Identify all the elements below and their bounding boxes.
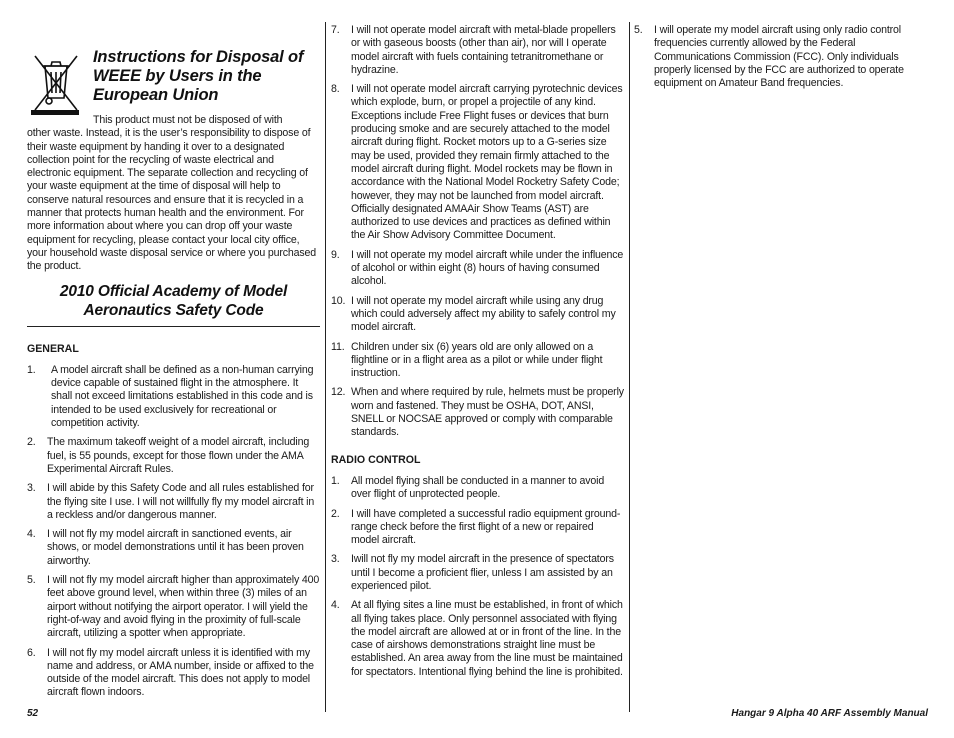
list-item-number: 5. bbox=[634, 24, 643, 36]
list-item-number: 12. bbox=[331, 386, 346, 399]
general-heading: GENERAL bbox=[27, 342, 79, 355]
list-item-text: I will not fly my model aircraft unless it is identified with my name and address, or AMA number, inside or affixed to the outside of the model aircraft. This does not apply to model aircraft flown indoors. bbox=[47, 646, 314, 699]
list-item-number: 7. bbox=[331, 24, 340, 36]
radio-control-rules-list-continued bbox=[634, 24, 924, 90]
list-item bbox=[331, 295, 624, 335]
list-item-text: I will operate my model aircraft using only radio control frequencies currently allowed by the Federal Communications Commission (FCC). Only individuals properly licensed by the FCC are authorized to operate equipment on Amateur Band frequencies. bbox=[654, 24, 904, 90]
safety-code-title: 2010 Official Academy of Model Aeronautics Safety Code bbox=[59, 282, 288, 319]
list-item bbox=[27, 364, 320, 430]
list-item-text: Children under six (6) years old are only allowed on a flightline or in a flight area as a pilot or while under flight instruction. bbox=[351, 340, 603, 380]
list-item-text: Iwill not fly my model aircraft in the presence of spectators until I become a proficient flier, unless I am assisted by an experienced pilot. bbox=[351, 553, 614, 592]
column-divider-2 bbox=[629, 22, 630, 712]
list-item bbox=[331, 386, 624, 439]
list-item-number: 11. bbox=[331, 340, 345, 353]
list-item-text: I will not operate model aircraft with metal-blade propellers or with gaseous boosts (other than air), nor will I operate model aircraft with fuels containing tetranitromethane or hydrazine. bbox=[351, 24, 616, 76]
list-item bbox=[331, 599, 624, 679]
radio-control-heading: RADIO CONTROL bbox=[331, 453, 421, 466]
list-item-text: I will not operate model aircraft carrying pyrotechnic devices which explode, burn, or propel a projectile of any kind. Exceptions include Free Flight fuses or devices that burn producing smoke and are securely attached to the model aircraft during flight. Rocket motors up to a G-series size may be used, provided they remain firmly attached to the model aircraft during flight. Model rockets may be flown in accordance with the National Model Rocketry Safety Code; however, they may not be launched from model aircraft. Officially designated AMAAir Show Teams (AST) are authorized to use devices and practices as defined within the Air Show Advisory Committee Document. bbox=[351, 83, 623, 242]
list-item-text: I will not fly my model aircraft higher than approximately 400 feet above ground level, when within three (3) miles of an airport without notifying the airport operator. I will yield the right-of-way and avoid flying in the proximity of full-scale aircraft, utilizing a spotter when appropriate. bbox=[47, 574, 320, 640]
list-item-text: All model flying shall be conducted in a manner to avoid over flight of unprotected people. bbox=[351, 474, 605, 501]
list-item-text: I will not operate my model aircraft while using any drug which could adversely affect my ability to safely control my model aircraft. bbox=[351, 294, 616, 334]
list-item-text: I will abide by this Safety Code and all rules established for the flying site I use. I will not willfully fly my model aircraft in a reckless and/or dangerous manner. bbox=[47, 482, 315, 521]
list-item bbox=[27, 436, 320, 476]
list-item-number: 10. bbox=[331, 294, 346, 307]
list-item bbox=[27, 482, 320, 522]
column-middle bbox=[331, 24, 624, 685]
list-item-text: A model aircraft shall be defined as a non-human carrying device capable of sustained flight in the atmosphere. It shall not exceed limitations established in this code and is intended to be used exclusively for recreational or competition activity. bbox=[51, 363, 314, 430]
list-item-text: When and where required by rule, helmets must be properly worn and fastened. They must be OSHA, DOT, ANSI, SNELL or NOCSAE approved or comply with comparable standards. bbox=[351, 386, 624, 439]
list-item bbox=[27, 574, 320, 640]
list-item-text: At all flying sites a line must be established, in front of which all flying takes place. Only personnel associated with flying the model aircraft are allowed at or in front of the line. In the case of airshows demonstrations straight line must be established. An area away from the line must be maintained for spectators. Intentional flying behind the line is prohibited. bbox=[351, 599, 623, 678]
title-divider bbox=[27, 326, 320, 327]
column-left bbox=[27, 24, 320, 706]
weee-title: Instructions for Disposal of WEEE by Users in the European Union bbox=[93, 48, 304, 104]
list-item bbox=[331, 24, 624, 77]
list-item-text: I will not fly my model aircraft in sanctioned events, air shows, or model demonstrations until it has been proven airworthy. bbox=[47, 528, 304, 567]
list-item bbox=[27, 528, 320, 568]
list-item bbox=[27, 647, 320, 700]
column-right bbox=[634, 24, 924, 96]
list-item-number: 3. bbox=[331, 553, 340, 566]
list-item-number: 6. bbox=[27, 646, 36, 659]
column-divider-1 bbox=[325, 22, 326, 712]
page-number: 52 bbox=[27, 708, 39, 719]
list-item bbox=[331, 475, 624, 502]
list-item-number: 1. bbox=[331, 474, 340, 487]
radio-control-rules-list bbox=[331, 475, 624, 679]
weee-body bbox=[27, 114, 320, 274]
list-item-number: 8. bbox=[331, 83, 340, 96]
list-item bbox=[331, 249, 624, 289]
list-item-number: 1. bbox=[27, 363, 36, 376]
list-item-number: 3. bbox=[27, 482, 36, 495]
general-rules-list bbox=[27, 364, 320, 700]
list-item bbox=[331, 553, 624, 593]
list-item bbox=[634, 24, 924, 90]
list-item-number: 5. bbox=[27, 574, 36, 587]
list-item-number: 4. bbox=[27, 528, 36, 541]
list-item-number: 2. bbox=[27, 436, 36, 449]
list-item-text: The maximum takeoff weight of a model aircraft, including fuel, is 55 pounds, except for those flown under the AMA Experimental Aircraft Rules. bbox=[47, 436, 310, 475]
list-item bbox=[331, 341, 624, 381]
manual-title: Hangar 9 Alpha 40 ARF Assembly Manual bbox=[731, 708, 928, 719]
general-rules-list-continued bbox=[331, 24, 624, 440]
list-item-number: 2. bbox=[331, 507, 340, 520]
list-item-number: 4. bbox=[331, 599, 340, 612]
list-item-number: 9. bbox=[331, 248, 340, 261]
crossed-out-wheelie-bin-icon bbox=[29, 52, 83, 114]
list-item bbox=[331, 83, 624, 243]
list-item bbox=[331, 508, 624, 548]
weee-header bbox=[27, 24, 320, 114]
list-item-text: I will have completed a successful radio equipment ground-range check before the first flight of a new or repaired model aircraft. bbox=[351, 507, 621, 547]
list-item-text: I will not operate my model aircraft while under the influence of alcohol or within eight (8) hours of having consumed alcohol. bbox=[351, 248, 624, 288]
weee-lead-text: This product must not be disposed of with bbox=[93, 114, 283, 126]
weee-body-text: other waste. Instead, it is the user’s responsibility to dispose of their waste equipment by handing it over to a designated collection point for the recycling of waste electrical and electronic equipment. The separate collection and recycling of your waste equipment at the time of disposal will help to conserve natural resources and ensure that it is recycled in a manner that protects human health and the environment. For more information about where you can drop off your waste equipment for recycling, please contact your local city office, your household waste disposal service or where you purchased the product. bbox=[27, 127, 316, 273]
